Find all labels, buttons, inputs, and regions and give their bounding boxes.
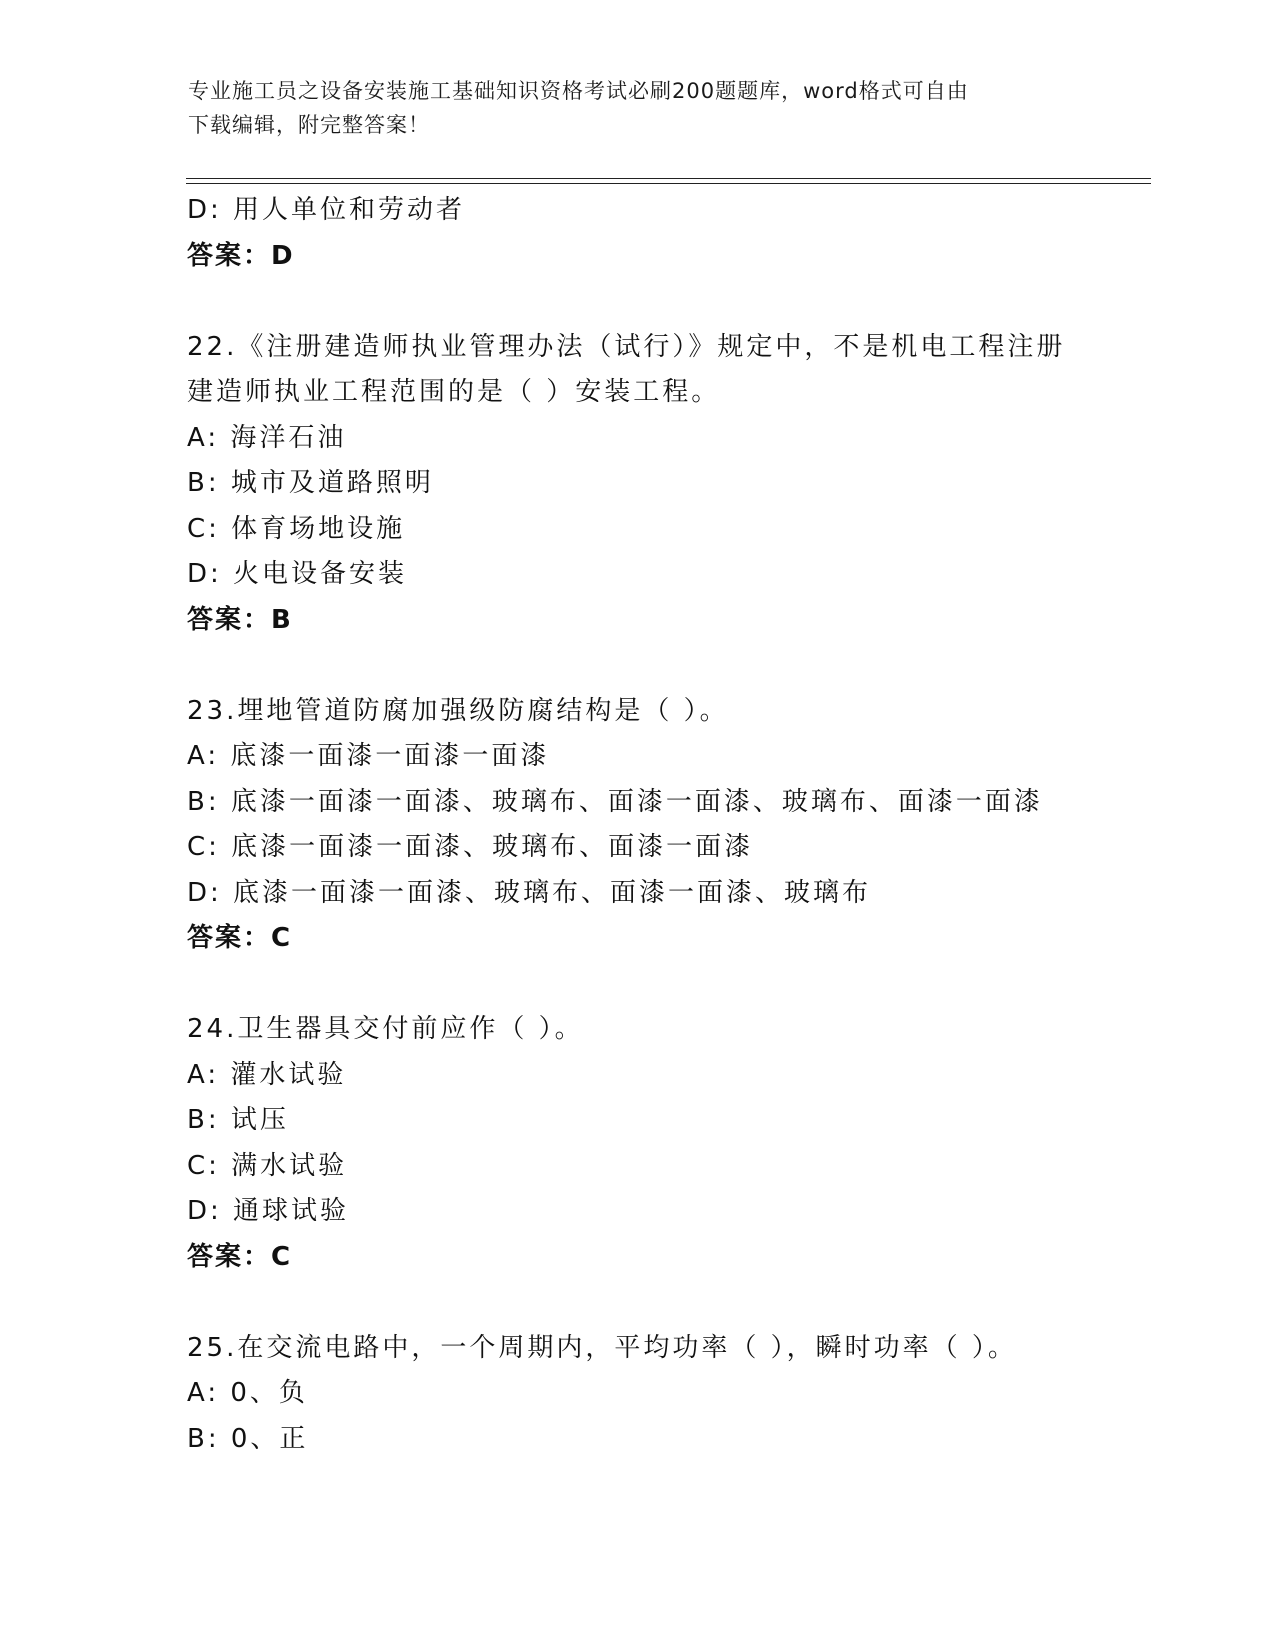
option-c: C: 满水试验	[187, 1150, 348, 1181]
option-d: D: 通球试验	[187, 1196, 350, 1226]
question-block	[187, 1007, 1147, 1280]
question-content	[187, 188, 1147, 1462]
option-a: A: 0、负	[187, 1378, 308, 1408]
header-line-2: 下载编辑，附完整答案！	[188, 113, 430, 137]
header-line-1: 专业施工员之设备安装施工基础知识资格考试必刷200题题库，word格式可自由	[188, 79, 969, 103]
answer: 答案：B	[187, 604, 293, 635]
spacer	[187, 279, 1147, 325]
question-block	[187, 1326, 1147, 1463]
spacer	[187, 1280, 1147, 1326]
option-d: D: 底漆一面漆一面漆、玻璃布、面漆一面漆、玻璃布	[187, 877, 872, 908]
option-d: D: 火电设备安装	[187, 559, 408, 589]
option-c: C: 体育场地设施	[187, 513, 406, 544]
option-a: A: 底漆一面漆一面漆一面漆	[187, 741, 550, 771]
option-b: B: 城市及道路照明	[187, 468, 434, 498]
question-stem: 23.埋地管道防腐加强级防腐结构是（ ）。	[187, 695, 729, 726]
answer: 答案：C	[187, 923, 293, 953]
prev-answer: 答案：D	[187, 240, 295, 271]
spacer	[187, 643, 1147, 689]
option-a: A: 海洋石油	[187, 422, 347, 453]
question-stem: 建造师执业工程范围的是（ ）安装工程。	[187, 377, 721, 407]
question-stem: 24.卫生器具交付前应作（ ）。	[187, 1014, 584, 1044]
header-divider-top	[186, 178, 1151, 179]
question-block	[187, 325, 1147, 644]
spacer	[187, 962, 1147, 1008]
page-header	[188, 74, 1088, 142]
option-b: B: 0、正	[187, 1423, 309, 1454]
header-divider-bottom	[186, 183, 1151, 184]
question-block	[187, 689, 1147, 962]
option-a: A: 灌水试验	[187, 1059, 347, 1090]
prev-option-d: D: 用人单位和劳动者	[187, 195, 466, 225]
question-stem: 25.在交流电路中，一个周期内，平均功率（ ），瞬时功率（ ）。	[187, 1332, 1017, 1363]
answer: 答案：C	[187, 1241, 293, 1272]
option-b: B: 底漆一面漆一面漆、玻璃布、面漆一面漆、玻璃布、面漆一面漆	[187, 786, 1043, 817]
question-stem: 22.《注册建造师执业管理办法（试行）》规定中，不是机电工程注册	[187, 331, 1066, 362]
option-c: C: 底漆一面漆一面漆、玻璃布、面漆一面漆	[187, 832, 754, 862]
option-b: B: 试压	[187, 1105, 289, 1135]
